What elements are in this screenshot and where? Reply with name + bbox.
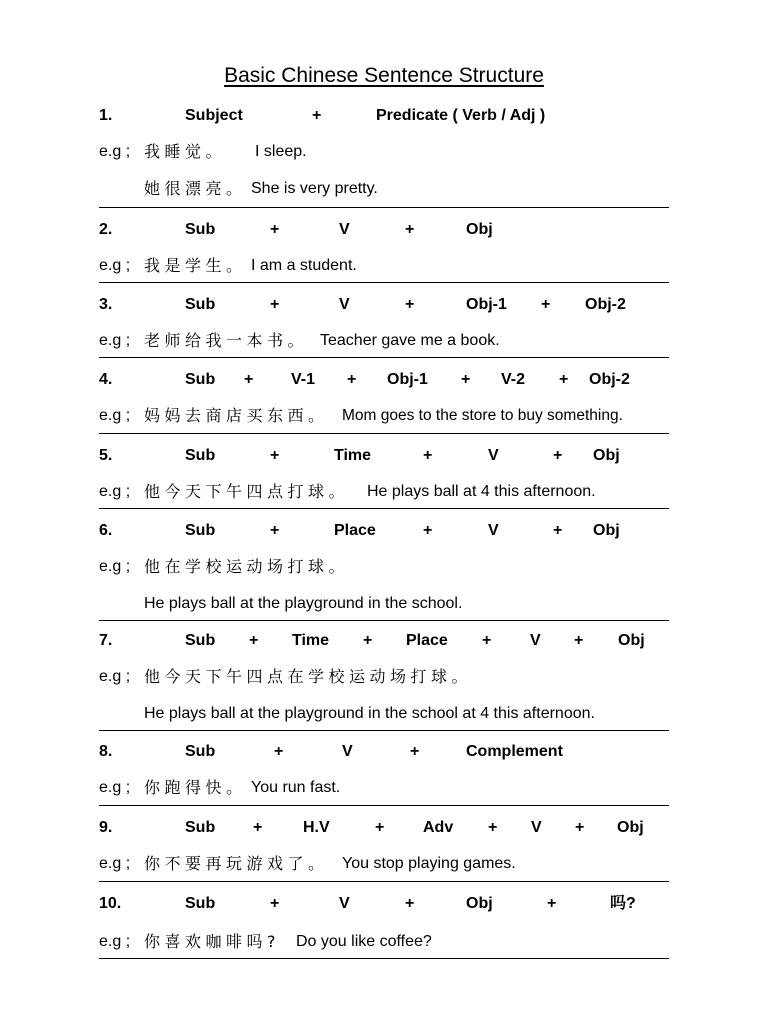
- example-label: e.g ;: [99, 933, 131, 950]
- pattern-part: V: [339, 221, 350, 238]
- sentence-pattern-section-10: [99, 881, 669, 959]
- example-english: You stop playing games.: [342, 855, 516, 872]
- pattern-part: Obj: [466, 895, 493, 912]
- pattern-part: Predicate ( Verb / Adj ): [376, 107, 546, 124]
- pattern-part: +: [461, 371, 471, 388]
- pattern-part: +: [249, 632, 259, 649]
- pattern-part: +: [312, 107, 322, 124]
- pattern-part: Sub: [185, 447, 216, 464]
- example-translation: He plays ball at the playground in the school.: [144, 595, 463, 612]
- pattern-number: 3.: [99, 296, 113, 313]
- pattern-part: V-2: [501, 371, 526, 388]
- example-chinese: 妈妈去商店买东西。: [144, 406, 329, 425]
- pattern-part: +: [270, 895, 280, 912]
- sentence-pattern-section-9: [99, 805, 669, 882]
- pattern-part: +: [574, 632, 584, 649]
- example-english: I am a student.: [251, 257, 357, 274]
- example-label: e.g ;: [99, 483, 131, 500]
- pattern-number: 5.: [99, 447, 113, 464]
- pattern-part: Sub: [185, 743, 216, 760]
- pattern-part: +: [405, 221, 415, 238]
- sentence-pattern-section-8: [99, 730, 669, 806]
- example-chinese: 你喜欢咖啡吗?: [144, 932, 280, 951]
- example-label: e.g ;: [99, 668, 131, 685]
- pattern-part: V: [488, 447, 499, 464]
- pattern-part: 吗?: [610, 895, 636, 912]
- pattern-part: +: [270, 522, 280, 539]
- pattern-part: V: [488, 522, 499, 539]
- pattern-part: +: [553, 447, 563, 464]
- example-english: He plays ball at 4 this afternoon.: [367, 483, 596, 500]
- sentence-pattern-section-3: [99, 282, 669, 358]
- example-english: She is very pretty.: [251, 180, 378, 197]
- sentence-pattern-section-2: [99, 207, 669, 283]
- example-chinese: 我睡觉。: [144, 142, 227, 161]
- pattern-number: 1.: [99, 107, 113, 124]
- pattern-part: Obj: [593, 447, 620, 464]
- pattern-part: Adv: [423, 819, 454, 836]
- pattern-part: +: [270, 221, 280, 238]
- pattern-part: +: [270, 296, 280, 313]
- example-label: e.g ;: [99, 257, 131, 274]
- pattern-part: Sub: [185, 632, 216, 649]
- pattern-number: 9.: [99, 819, 113, 836]
- pattern-number: 7.: [99, 632, 113, 649]
- example-chinese: 你跑得快。: [144, 778, 247, 797]
- sentence-pattern-section-6: [99, 508, 669, 621]
- pattern-part: V: [339, 895, 350, 912]
- example-chinese: 他在学校运动场打球。: [144, 557, 350, 576]
- pattern-part: Obj: [593, 522, 620, 539]
- pattern-part: Place: [334, 522, 376, 539]
- pattern-part: V: [531, 819, 542, 836]
- pattern-part: Obj-2: [585, 296, 626, 313]
- pattern-part: Subject: [185, 107, 243, 124]
- pattern-part: Sub: [185, 819, 216, 836]
- pattern-part: +: [482, 632, 492, 649]
- example-label: e.g ;: [99, 558, 131, 575]
- pattern-part: Sub: [185, 522, 216, 539]
- example-english: Teacher gave me a book.: [320, 332, 500, 349]
- pattern-number: 8.: [99, 743, 113, 760]
- pattern-part: Time: [292, 632, 330, 649]
- example-chinese: 你不要再玩游戏了。: [144, 854, 329, 873]
- pattern-part: +: [405, 895, 415, 912]
- pattern-number: 10.: [99, 895, 122, 912]
- pattern-part: +: [553, 522, 563, 539]
- pattern-part: Obj: [617, 819, 644, 836]
- example-label: e.g ;: [99, 143, 131, 160]
- pattern-part: Sub: [185, 296, 216, 313]
- pattern-part: V-1: [291, 371, 316, 388]
- pattern-part: Sub: [185, 371, 216, 388]
- example-translation: He plays ball at the playground in the school at 4 this afternoon.: [144, 705, 595, 722]
- pattern-part: +: [488, 819, 498, 836]
- pattern-part: V: [530, 632, 541, 649]
- pattern-number: 6.: [99, 522, 113, 539]
- pattern-number: 2.: [99, 221, 113, 238]
- pattern-part: +: [363, 632, 373, 649]
- pattern-part: +: [270, 447, 280, 464]
- pattern-part: +: [423, 447, 433, 464]
- pattern-part: +: [347, 371, 357, 388]
- example-chinese: 她很漂亮。: [144, 179, 247, 198]
- example-label: e.g ;: [99, 332, 131, 349]
- pattern-part: +: [244, 371, 254, 388]
- pattern-part: Obj-1: [466, 296, 507, 313]
- pattern-part: Obj-1: [387, 371, 428, 388]
- pattern-part: +: [541, 296, 551, 313]
- example-chinese: 我是学生。: [144, 256, 247, 275]
- page-title: Basic Chinese Sentence Structure: [224, 64, 544, 87]
- pattern-number: 4.: [99, 371, 113, 388]
- example-english: You run fast.: [251, 779, 341, 796]
- pattern-part: Sub: [185, 221, 216, 238]
- example-chinese: 他今天下午四点打球。: [144, 482, 350, 501]
- pattern-part: +: [405, 296, 415, 313]
- pattern-part: Complement: [466, 743, 563, 760]
- example-label: e.g ;: [99, 779, 131, 796]
- pattern-part: H.V: [303, 819, 330, 836]
- pattern-part: Place: [406, 632, 448, 649]
- example-label: e.g ;: [99, 407, 131, 424]
- sentence-pattern-section-5: [99, 433, 669, 509]
- pattern-part: Obj-2: [589, 371, 630, 388]
- pattern-part: Obj: [618, 632, 645, 649]
- pattern-part: +: [423, 522, 433, 539]
- sentence-pattern-section-4: [99, 357, 669, 434]
- pattern-part: +: [253, 819, 263, 836]
- pattern-part: Obj: [466, 221, 493, 238]
- pattern-part: +: [559, 371, 569, 388]
- sentence-pattern-section-1: [99, 103, 669, 208]
- sentence-pattern-section-7: [99, 620, 669, 731]
- example-english: Do you like coffee?: [296, 933, 432, 950]
- pattern-part: +: [410, 743, 420, 760]
- pattern-part: V: [339, 296, 350, 313]
- pattern-part: +: [274, 743, 284, 760]
- example-chinese: 他今天下午四点在学校运动场打球。: [144, 667, 473, 686]
- pattern-part: V: [342, 743, 353, 760]
- pattern-part: +: [375, 819, 385, 836]
- example-english: Mom goes to the store to buy something.: [342, 407, 623, 424]
- pattern-part: Time: [334, 447, 372, 464]
- pattern-part: +: [547, 895, 557, 912]
- pattern-part: Sub: [185, 895, 216, 912]
- example-label: e.g ;: [99, 855, 131, 872]
- example-chinese: 老师给我一本书。: [144, 331, 309, 350]
- pattern-part: +: [575, 819, 585, 836]
- example-english: I sleep.: [255, 143, 307, 160]
